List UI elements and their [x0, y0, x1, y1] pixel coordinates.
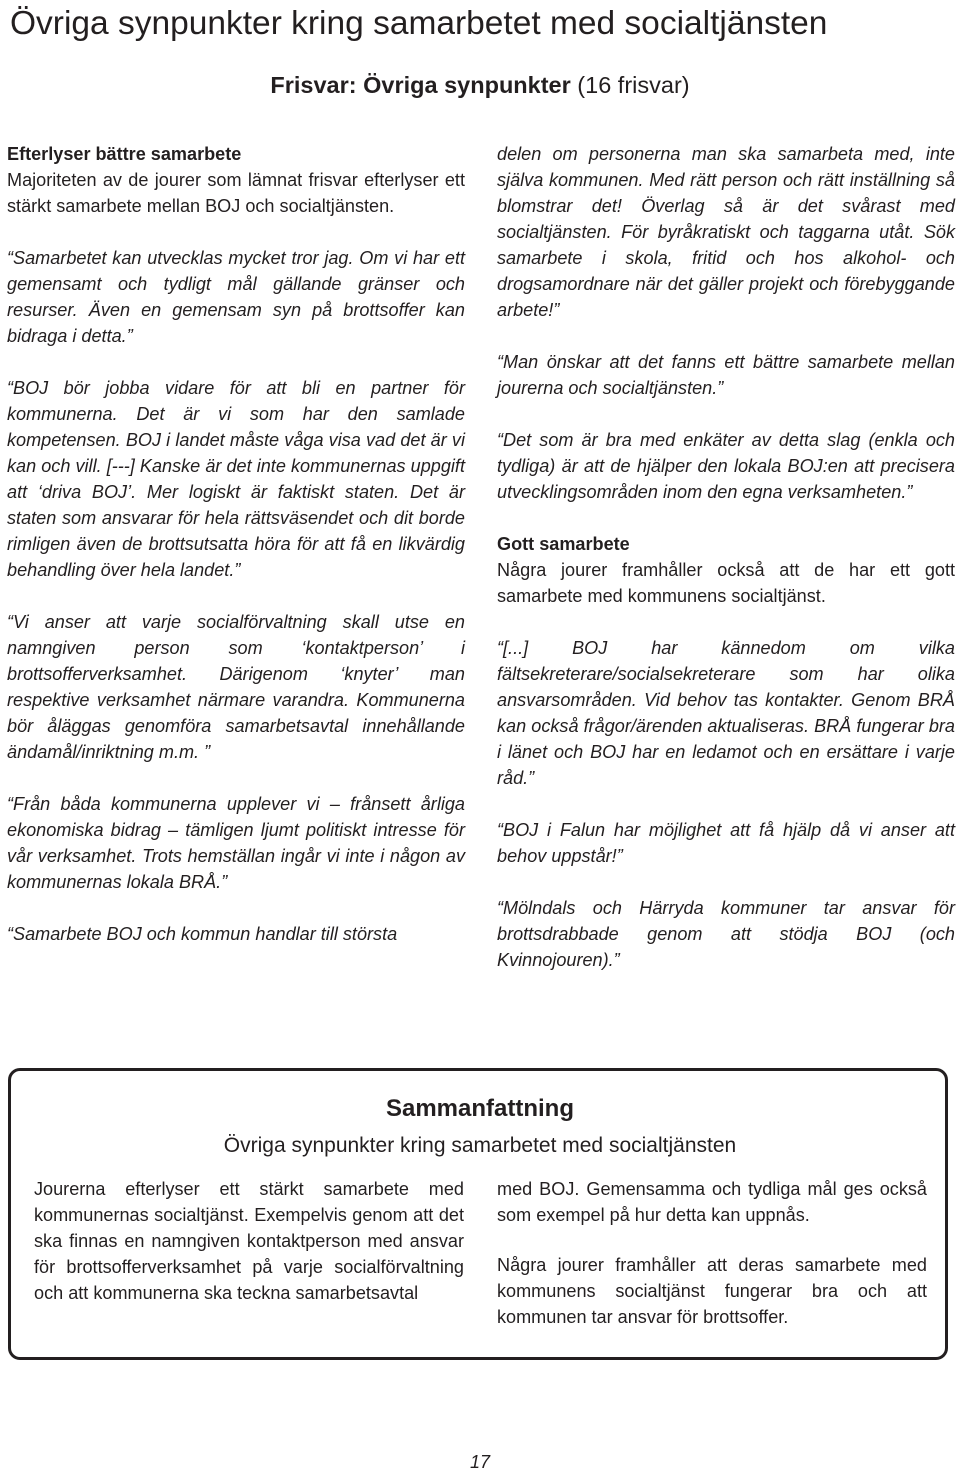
- left-intro-text: Majoriteten av de jourer som lämnat frisvar efterlyser ett stärkt samarbete mellan BOJ och socialtjänsten.: [7, 170, 465, 216]
- section-subtitle: [0, 68, 960, 102]
- page-number: 17: [469, 1452, 491, 1472]
- left-heading: Efterlyser bättre samarbete: [7, 144, 242, 164]
- right-quote-1: delen om personerna man ska samarbeta med, inte själva kommunen. Med rätt person och rätt inställning så blomstrar det! Överlag så är det svårast med socialtjänsten. För byråkratiskt och taggarna utåt. Sök samarbete i skola, fritid och hos alkohol- och drogsamordnare när det gäller projekt och förebyggande arbete!”: [497, 144, 955, 320]
- page-title: Övriga synpunkter kring samarbetet med socialtjänsten: [10, 5, 828, 42]
- left-column: [7, 141, 465, 947]
- left-quote-4: “Från båda kommunerna upplever vi – frånsett årliga ekonomiska bidrag – tämligen ljumt politiskt intresse för vår verksamhet. Trots hemställan ingår vi inte i någon av kommunernas lokala BRÅ.”: [7, 794, 465, 892]
- right-quote-2: “Man önskar att det fanns ett bättre samarbete mellan jourerna och socialtjänsten.”: [497, 352, 955, 398]
- summary-right-text-1: med BOJ. Gemensamma och tydliga mål ges också som exempel på hur detta kan uppnås.: [497, 1179, 927, 1225]
- left-quote-5: “Samarbete BOJ och kommun handlar till största: [7, 924, 398, 944]
- subtitle-count: (16 frisvar): [570, 72, 690, 98]
- left-quote-1: “Samarbetet kan utvecklas mycket tror jag. Om vi har ett gemensamt och tydligt mål gällande gränser och resurser. Även en gemensam syn på brottsoffer kan bidraga i detta.”: [7, 248, 465, 346]
- right-intro-text: Några jourer framhåller också att de har ett gott samarbete med kommunens socialtjänst.: [497, 560, 955, 606]
- left-quote-2: “BOJ bör jobba vidare för att bli en partner för kommunerna. Det är vi som har den samlade kompetensen. BOJ i landet måste våga visa vad det är vi kan och vill. [---] Kanske är det inte kommunernas uppgift att ‘driva BOJ’. Mer logiskt är faktiskt staten. Det är staten som ansvarar för hela rättsväsendet och dit borde rimligen även de brottsutsatta höra för att få en likvärdig behandling över hela landet.”: [7, 378, 465, 580]
- summary-title: Sammanfattning: [385, 1095, 574, 1122]
- left-quote-3: “Vi anser att varje socialförvaltning skall utse en namngiven person som ‘kontaktperson’ i brottsofferverksamhet. Därigenom ‘knyter’ man respektive verksamhet närmare varandra. Kommunerna bör åläggas genomföra samarbetsavtal innehållande ändamål/inriktning m.m. ”: [7, 612, 465, 762]
- right-column: [497, 141, 955, 973]
- right-intro-paragraph: [497, 531, 955, 609]
- right-quote-6: “Mölndals och Härryda kommuner tar ansvar för brottsdrabbade genom att stödja BOJ (och Kvinnojouren).”: [497, 898, 955, 970]
- left-intro-paragraph: [7, 141, 465, 219]
- right-quote-3: “Det som är bra med enkäter av detta slag (enkla och tydliga) är att de hjälper den lokala BOJ:en att precisera utvecklingsområden inom den egna verksamheten.”: [497, 430, 955, 502]
- right-quote-5: “BOJ i Falun har möjlighet att få hjälp då vi anser att behov uppstår!”: [497, 820, 955, 866]
- summary-subtitle: Övriga synpunkter kring samarbetet med socialtjänsten: [223, 1134, 737, 1157]
- subtitle-bold: Frisvar: Övriga synpunkter: [270, 72, 571, 98]
- summary-right-text-2: Några jourer framhåller att deras samarbete med kommunens socialtjänst fungerar bra och att kommunen tar ansvar för brottsoffer.: [497, 1255, 927, 1327]
- summary-left-column: [34, 1176, 464, 1330]
- summary-right-column: [497, 1176, 927, 1354]
- right-quote-4: “[...] BOJ har kännedom om vilka fältsekreterare/socialsekreterare som har olika ansvarsområden. Vid behov tas kontakter. Genom BRÅ kan också frågor/ärenden aktualiseras. BRÅ fungerar bra i länet och BOJ har en ledamot och en ersättare i varje råd.”: [497, 638, 955, 788]
- summary-left-text: Jourerna efterlyser ett stärkt samarbete med kommunernas socialtjänst. Exempelvis genom att det ska finnas en namngiven kontaktperson med ansvar för brottsofferverksamhet på varje socialförvaltning och att kommunerna ska teckna samarbetsavtal: [34, 1179, 464, 1303]
- right-heading: Gott samarbete: [497, 534, 630, 554]
